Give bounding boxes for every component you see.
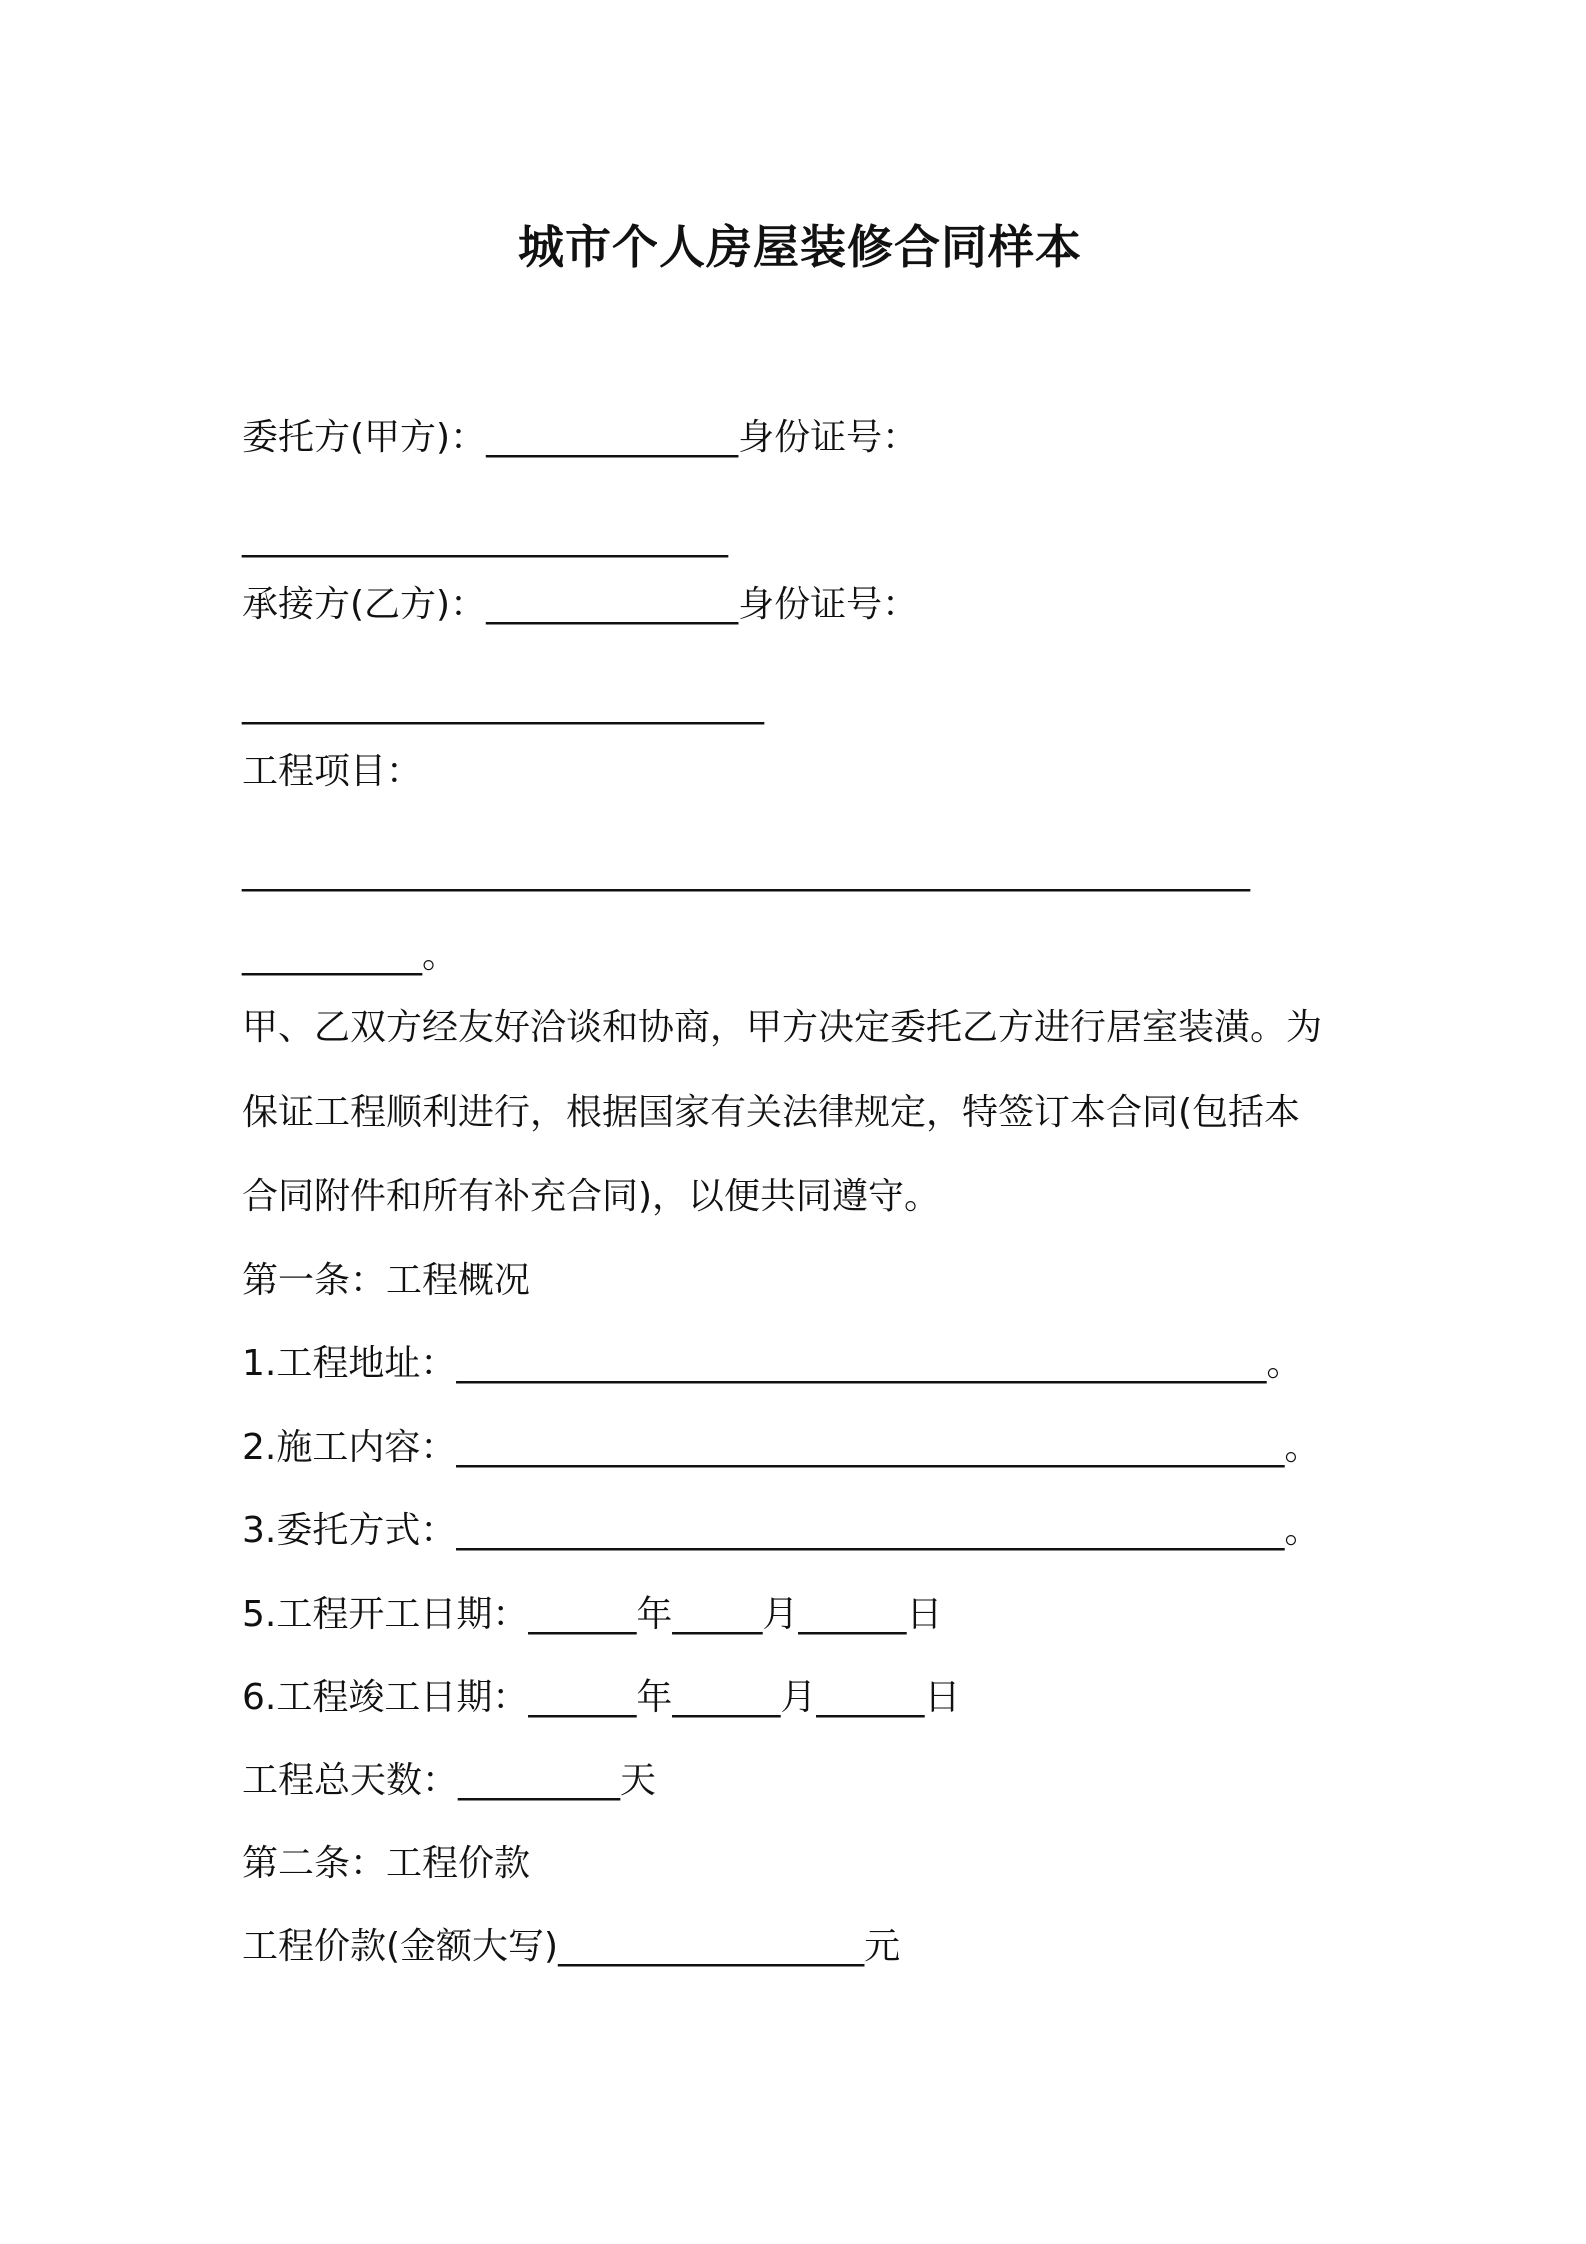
- item-commission-method: 3.委托方式：______________________________________________。: [242, 1510, 1321, 1551]
- intro-paragraph-line-3: 合同附件和所有补充合同)，以便共同遵守。: [242, 1176, 941, 1217]
- party-b-line: 承接方(乙方)：______________身份证号：: [242, 584, 919, 625]
- price-line: 工程价款(金额大写)_________________元: [242, 1926, 901, 1967]
- party-b-id-blank: _____________________________: [242, 684, 764, 725]
- item-construction-content: 2.施工内容：______________________________________________。: [242, 1427, 1321, 1468]
- item-project-address: 1.工程地址：_____________________________________________。: [242, 1343, 1303, 1384]
- intro-paragraph-line-1: 甲、乙双方经友好洽谈和协商，甲方决定委托乙方进行居室装潢。为: [242, 1007, 1323, 1048]
- project-blank-end: __________。: [242, 935, 459, 976]
- intro-paragraph-line-2: 保证工程顺利进行，根据国家有关法律规定，特签订本合同(包括本: [242, 1092, 1301, 1133]
- total-days-line: 工程总天数：_________天: [242, 1760, 657, 1801]
- article-2-heading: 第二条：工程价款: [242, 1843, 531, 1884]
- item-completion-date: 6.工程竣工日期：______年______月______日: [242, 1677, 961, 1718]
- party-a-line: 委托方(甲方)：______________身份证号：: [242, 417, 919, 458]
- page-title: 城市个人房屋装修合同样本: [518, 220, 1082, 274]
- item-start-date: 5.工程开工日期：______年_____月______日: [242, 1594, 943, 1635]
- project-blank: ________________________________________________________: [242, 851, 1250, 892]
- party-a-id-blank: ___________________________: [242, 517, 728, 558]
- project-label: 工程项目：: [242, 751, 423, 792]
- article-1-heading: 第一条：工程概况: [242, 1260, 531, 1301]
